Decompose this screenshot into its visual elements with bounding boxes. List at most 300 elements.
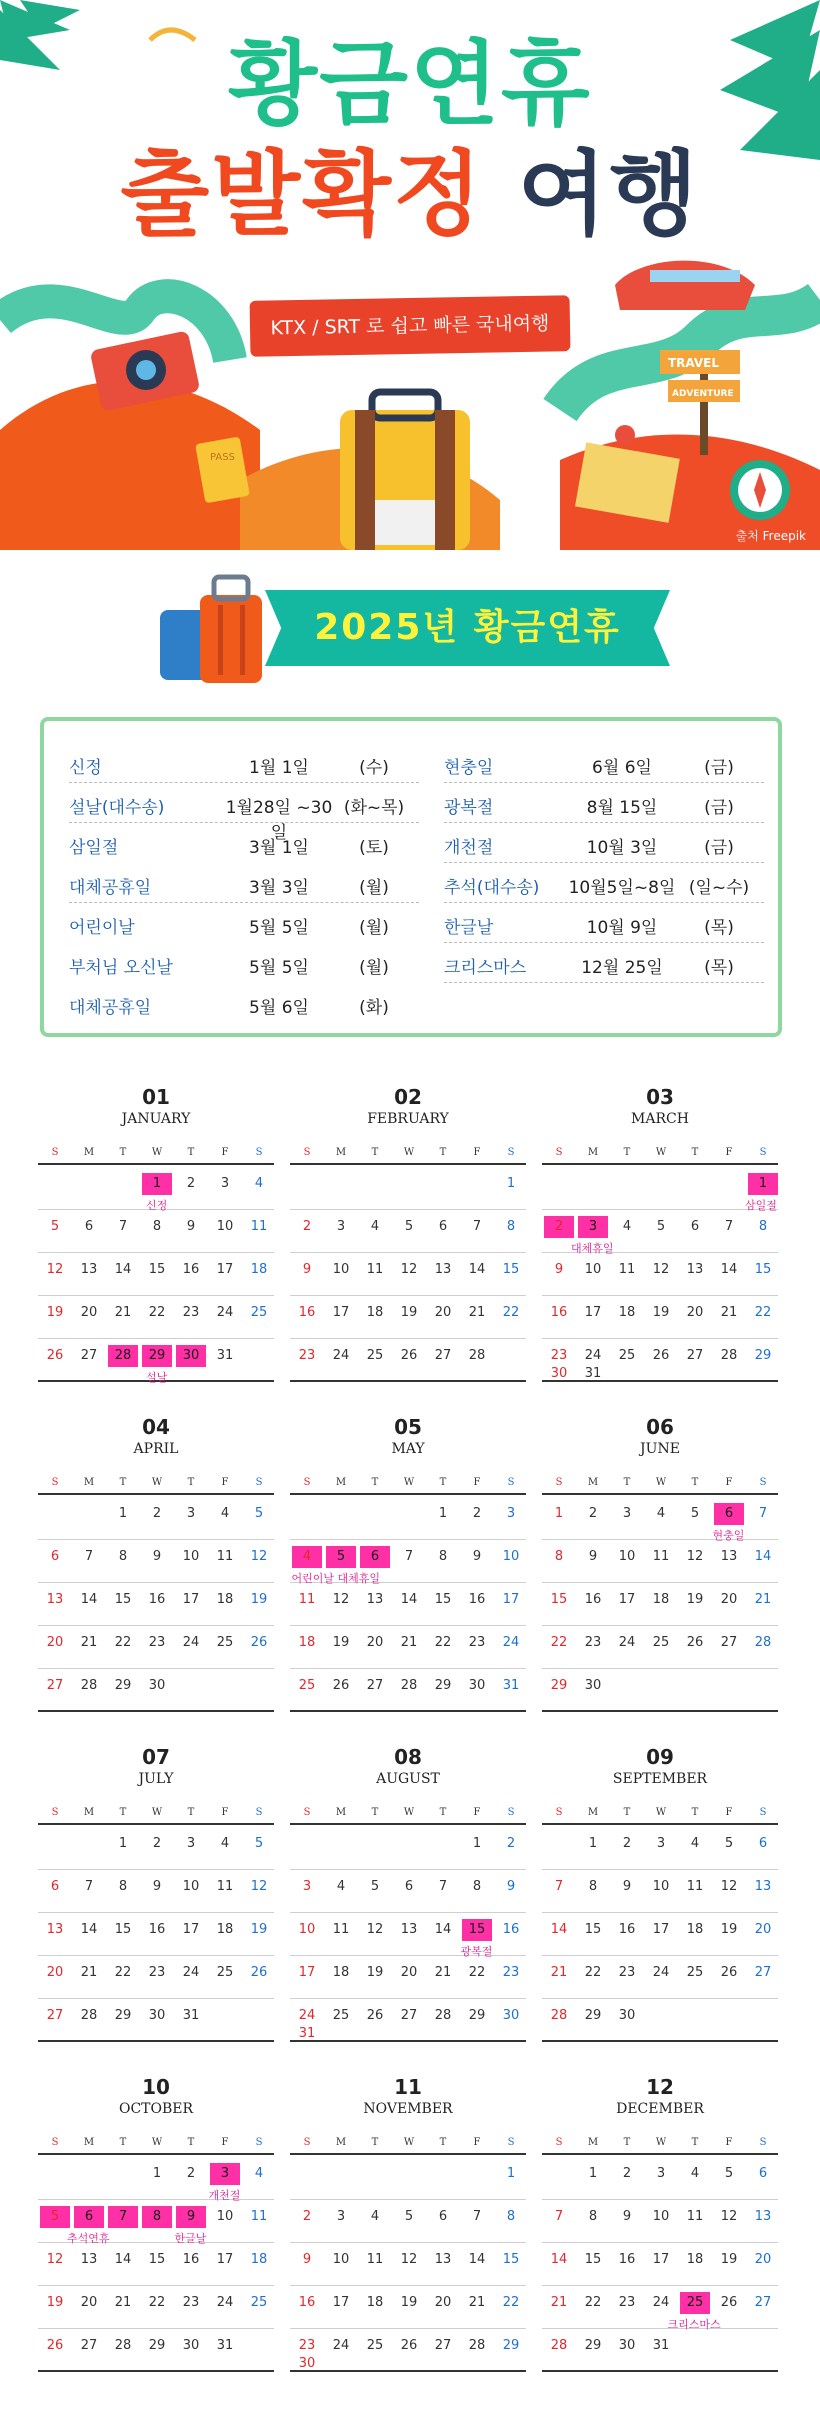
calendar-day: 9 (622, 2209, 632, 2224)
calendar-day: 31 (216, 2338, 234, 2353)
calendar-day: 27 (754, 1965, 772, 1980)
calendar-day: 3 (336, 1219, 346, 1234)
calendar-day: 10 (332, 1262, 350, 1277)
calendar-day: 10 (182, 1549, 200, 1564)
holiday-row (69, 743, 419, 783)
calendar-day: 20 (46, 1965, 64, 1980)
weekday-header (38, 1475, 274, 1495)
calendar-day: 30 (502, 2008, 520, 2023)
weekday-label: S (303, 2137, 311, 2148)
month-number: 12 (646, 2075, 674, 2099)
holiday-day: 5 (40, 2206, 70, 2228)
holiday-weekday: (금) (704, 838, 734, 858)
week-row (290, 1497, 526, 1540)
calendar-day: 12 (720, 2209, 738, 2224)
weekday-label: T (623, 1147, 631, 1158)
calendar-day: 16 (618, 2252, 636, 2267)
holiday-weekday: (금) (704, 758, 734, 778)
weekday-label: S (255, 2137, 263, 2148)
week-row (542, 1999, 778, 2042)
week-row (542, 1956, 778, 1999)
month-name: JANUARY (121, 1111, 191, 1127)
month-name: FEBRUARY (367, 1111, 449, 1127)
calendar-day: 10 (216, 1219, 234, 1234)
weekday-label: S (759, 1477, 767, 1488)
calendar-day: 24 (502, 1635, 520, 1650)
calendar-day: 10 (332, 2252, 350, 2267)
week-row (38, 1167, 274, 1210)
calendar-day: 26 (720, 2295, 738, 2310)
week-row (38, 1497, 274, 1540)
calendar-day: 17 (216, 2252, 234, 2267)
week-row (290, 1583, 526, 1626)
hero-title-part2: 여행 (517, 141, 700, 248)
holiday-row (444, 783, 764, 823)
calendar-day: 4 (370, 2209, 380, 2224)
weekday-label: F (473, 1477, 481, 1488)
holiday-name: 현충일 (444, 758, 494, 778)
calendar-day: 16 (502, 1922, 520, 1937)
calendar-day: 24 (652, 2295, 670, 2310)
calendar-day: 21 (720, 1305, 738, 1320)
calendar-day: 1 (152, 2166, 162, 2181)
calendar-day: 14 (468, 2252, 486, 2267)
train-icon (615, 261, 755, 310)
calendar-day: 5 (254, 1506, 264, 1521)
calendar-day: 23 (298, 1348, 316, 1363)
calendar-day: 19 (366, 1965, 384, 1980)
calendar-day: 16 (550, 1305, 568, 1320)
calendar-day: 10 (298, 1922, 316, 1937)
calendar-day: 11 (298, 1592, 316, 1607)
week-row (38, 1956, 274, 1999)
calendar-day: 12 (46, 1262, 64, 1277)
calendar-day: 19 (652, 1305, 670, 1320)
weekday-label: T (371, 1807, 379, 1818)
holiday-label: 신정 (146, 1199, 168, 1212)
calendar-day: 30 (618, 2008, 636, 2023)
calendar-day: 22 (584, 2295, 602, 2310)
month-number: 01 (142, 1085, 170, 1109)
calendar-day: 24 (652, 1965, 670, 1980)
calendar-day: 13 (434, 1262, 452, 1277)
calendar-day: 29 (468, 2008, 486, 2023)
calendar-day: 26 (400, 1348, 418, 1363)
weekday-label: T (439, 2137, 447, 2148)
calendar-day: 10 (216, 2209, 234, 2224)
weekday-label: W (403, 1807, 415, 1818)
holiday-label: 대체휴일 (571, 1242, 614, 1255)
calendar-day: 4 (622, 1219, 632, 1234)
calendar-day: 2 (152, 1836, 162, 1851)
calendar-day: 18 (686, 2252, 704, 2267)
weekday-label: F (221, 1477, 229, 1488)
week-row (38, 1339, 274, 1382)
calendar-day: 11 (250, 2209, 268, 2224)
month-number: 08 (394, 1745, 422, 1769)
calendar-day: 15 (148, 1262, 166, 1277)
calendar-day: 10 (652, 1879, 670, 1894)
calendar-day: 23 (468, 1635, 486, 1650)
calendar-day: 21 (550, 1965, 568, 1980)
calendar-day: 14 (114, 2252, 132, 2267)
holiday-day: 7 (108, 2206, 138, 2228)
calendar-day: 18 (686, 1922, 704, 1937)
week-row (542, 1827, 778, 1870)
weekday-label: M (335, 1807, 347, 1818)
calendar-day: 21 (400, 1635, 418, 1650)
calendar-day: 24 (584, 1348, 602, 1363)
week-row (38, 1999, 274, 2042)
calendar-day: 20 (80, 1305, 98, 1320)
holiday-weekday: (목) (704, 958, 734, 978)
weekday-label: T (119, 1147, 127, 1158)
weekday-label: S (255, 1477, 263, 1488)
calendar-day: 26 (686, 1635, 704, 1650)
calendar-day: 2 (506, 1836, 516, 1851)
weekday-label: F (221, 2137, 229, 2148)
weekday-label: F (725, 1477, 733, 1488)
calendar-day: 19 (332, 1635, 350, 1650)
weekday-label: S (759, 1807, 767, 1818)
calendar-day: 12 (250, 1549, 268, 1564)
calendar-day: 20 (80, 2295, 98, 2310)
calendar-day: 17 (182, 1592, 200, 1607)
calendar-day: 2 (302, 1219, 312, 1234)
calendar-day: 24 (216, 1305, 234, 1320)
calendar-day: 7 (118, 1219, 128, 1234)
weekday-label: W (655, 1807, 667, 1818)
week-row (38, 1210, 274, 1253)
calendar-day: 20 (434, 2295, 452, 2310)
calendar-day: 26 (366, 2008, 384, 2023)
holiday-label: 한글날 (174, 2232, 207, 2245)
weekday-label: F (473, 1147, 481, 1158)
calendar-day: 4 (690, 1836, 700, 1851)
calendar-day: 20 (754, 1922, 772, 1937)
calendar-day: 6 (438, 2209, 448, 2224)
holiday-day: 4 (292, 1546, 322, 1568)
calendar-day: 2 (622, 1836, 632, 1851)
weekday-label: T (691, 2137, 699, 2148)
calendar-day: 31 (298, 2026, 316, 2041)
calendar-day: 17 (584, 1305, 602, 1320)
holiday-name: 어린이날 (69, 918, 135, 938)
calendar-day: 18 (216, 1922, 234, 1937)
calendar-day: 11 (216, 1879, 234, 1894)
week-row (38, 1913, 274, 1956)
calendar-day: 10 (618, 1549, 636, 1564)
calendar-day: 4 (336, 1879, 346, 1894)
holiday-day: 9 (176, 2206, 206, 2228)
calendar-day: 30 (298, 2356, 316, 2371)
holiday-label: 현충일 (712, 1529, 745, 1542)
holiday-row (69, 783, 419, 843)
calendar-day: 27 (720, 1635, 738, 1650)
calendar-day: 14 (754, 1549, 772, 1564)
calendar-day: 18 (366, 2295, 384, 2310)
holiday-row (69, 903, 419, 943)
week-row (38, 2329, 274, 2372)
month-calendar (290, 2075, 526, 2395)
holiday-day: 3 (578, 1216, 608, 1238)
month-number: 07 (142, 1745, 170, 1769)
calendar-day: 12 (332, 1592, 350, 1607)
calendar-day: 17 (216, 1262, 234, 1277)
calendar-day: 6 (50, 1879, 60, 1894)
calendar-day: 22 (148, 2295, 166, 2310)
calendar-day: 3 (186, 1506, 196, 1521)
calendar-day: 4 (220, 1836, 230, 1851)
calendar-day: 30 (148, 1678, 166, 1693)
calendar-day: 25 (332, 2008, 350, 2023)
calendar-day: 20 (754, 2252, 772, 2267)
month-name: DECEMBER (616, 2101, 704, 2117)
weekday-label: S (51, 1807, 59, 1818)
calendar-day: 3 (656, 1836, 666, 1851)
weekday-label: S (51, 1477, 59, 1488)
weekday-label: T (439, 1147, 447, 1158)
holiday-weekday: (화) (359, 998, 389, 1018)
holiday-day: 29 (142, 1345, 172, 1367)
calendar-day: 29 (502, 2338, 520, 2353)
calendar-day: 8 (438, 1549, 448, 1564)
calendar-day: 12 (686, 1549, 704, 1564)
calendar-day: 2 (472, 1506, 482, 1521)
image-credit: 출처 Freepik (735, 529, 806, 543)
calendar-day: 8 (588, 2209, 598, 2224)
holiday-row (69, 983, 419, 1023)
week-row (542, 1167, 778, 1210)
weekday-label: W (151, 1147, 163, 1158)
holiday-name: 광복절 (444, 798, 494, 818)
weekday-label: F (221, 1807, 229, 1818)
calendar-day: 29 (114, 2008, 132, 2023)
calendar-day: 23 (502, 1965, 520, 1980)
calendar-day: 9 (302, 2252, 312, 2267)
holiday-weekday: (일~수) (688, 878, 750, 898)
calendar-day: 27 (754, 2295, 772, 2310)
holiday-weekday: (화~목) (343, 798, 405, 818)
weekday-label: W (655, 1147, 667, 1158)
holiday-name: 삼일절 (69, 838, 119, 858)
holiday-weekday: (월) (359, 918, 389, 938)
calendar-day: 9 (472, 1549, 482, 1564)
calendar-day: 5 (370, 1879, 380, 1894)
holiday-weekday: (월) (359, 878, 389, 898)
holiday-date: 1월28일 ~30일 (225, 798, 333, 843)
calendar-day: 10 (584, 1262, 602, 1277)
holiday-day: 15 (462, 1919, 492, 1941)
calendar-day: 3 (656, 2166, 666, 2181)
calendar-day: 6 (84, 1219, 94, 1234)
calendar-day: 18 (250, 1262, 268, 1277)
holiday-name: 신정 (69, 758, 102, 778)
weekday-label: T (119, 1477, 127, 1488)
calendar-day: 30 (148, 2008, 166, 2023)
calendar-day: 22 (148, 1305, 166, 1320)
calendar-day: 12 (400, 2252, 418, 2267)
calendar-day: 30 (468, 1678, 486, 1693)
weekday-header (542, 2135, 778, 2155)
calendar-day: 11 (216, 1549, 234, 1564)
calendar-day: 27 (46, 2008, 64, 2023)
calendar-day: 9 (506, 1879, 516, 1894)
holiday-day: 5 (326, 1546, 356, 1568)
calendar-day: 11 (618, 1262, 636, 1277)
calendar-day: 6 (758, 1836, 768, 1851)
calendar-day: 13 (754, 2209, 772, 2224)
week-row (290, 1167, 526, 1210)
weekday-label: S (555, 1477, 563, 1488)
month-name: AUGUST (376, 1771, 440, 1787)
calendar-day: 21 (114, 2295, 132, 2310)
month-calendar (38, 1745, 274, 2065)
calendar-day: 8 (152, 1219, 162, 1234)
week-row (38, 1296, 274, 1339)
svg-text:PASS: PASS (210, 452, 235, 463)
holiday-day: 30 (176, 1345, 206, 1367)
holiday-row (444, 743, 764, 783)
week-row (290, 1253, 526, 1296)
calendar-day: 9 (554, 1262, 564, 1277)
calendar-day: 22 (550, 1635, 568, 1650)
holiday-date: 3월 1일 (249, 838, 309, 858)
calendar-day: 20 (366, 1635, 384, 1650)
holiday-date: 5월 6일 (249, 998, 309, 1018)
calendar-day: 2 (186, 2166, 196, 2181)
calendar-day: 28 (114, 2338, 132, 2353)
calendar-day: 22 (434, 1635, 452, 1650)
calendar-day: 14 (400, 1592, 418, 1607)
weekday-label: S (51, 2137, 59, 2148)
calendar-day: 9 (152, 1879, 162, 1894)
month-calendar (542, 2075, 778, 2395)
section-title: 2025년 황금연휴 (314, 607, 621, 648)
calendar-day: 16 (468, 1592, 486, 1607)
holiday-list (40, 717, 782, 1037)
calendar-day: 9 (186, 1219, 196, 1234)
calendar-day: 17 (298, 1965, 316, 1980)
calendar-day: 25 (686, 1965, 704, 1980)
week-row (290, 2200, 526, 2243)
month-name: JUNE (640, 1441, 680, 1457)
holiday-day: 6 (360, 1546, 390, 1568)
calendar-day: 17 (332, 2295, 350, 2310)
holiday-label: 삼일절 (745, 1199, 777, 1212)
week-row (38, 2200, 274, 2243)
hero-title-line2 (0, 140, 820, 250)
calendar-day: 16 (182, 2252, 200, 2267)
calendar-day: 5 (50, 1219, 60, 1234)
week-row (542, 1913, 778, 1956)
calendar-day: 16 (148, 1922, 166, 1937)
calendar-day: 12 (720, 1879, 738, 1894)
calendar-day: 11 (686, 1879, 704, 1894)
week-row (542, 1669, 778, 1712)
calendar-day: 20 (46, 1635, 64, 1650)
calendar-day: 18 (366, 1305, 384, 1320)
calendar-day: 29 (550, 1678, 568, 1693)
calendar-day: 1 (472, 1836, 482, 1851)
holiday-date: 10월5일~8일 (568, 878, 676, 898)
week-row (542, 1210, 778, 1253)
week-row (38, 1540, 274, 1583)
calendar-day: 8 (118, 1549, 128, 1564)
weekday-header (542, 1475, 778, 1495)
calendar-day: 31 (216, 1348, 234, 1363)
calendar-day: 21 (80, 1635, 98, 1650)
calendar-day: 10 (182, 1879, 200, 1894)
calendar-day: 26 (652, 1348, 670, 1363)
calendar-day: 13 (366, 1592, 384, 1607)
calendar-day: 18 (216, 1592, 234, 1607)
calendar-day: 17 (182, 1922, 200, 1937)
week-row (542, 1253, 778, 1296)
calendar-day: 26 (720, 1965, 738, 1980)
calendar-day: 25 (250, 1305, 268, 1320)
calendar-day: 11 (366, 2252, 384, 2267)
weekday-label: T (691, 1477, 699, 1488)
calendar-day: 29 (434, 1678, 452, 1693)
calendar-day: 3 (622, 1506, 632, 1521)
calendar-day: 18 (250, 2252, 268, 2267)
weekday-label: F (725, 1807, 733, 1818)
calendar-day: 30 (550, 1366, 568, 1381)
calendar-day: 4 (220, 1506, 230, 1521)
weekday-header (542, 1145, 778, 1165)
hero-banner (0, 0, 820, 550)
holiday-date: 10월 9일 (586, 918, 658, 938)
calendar-day: 23 (550, 1348, 568, 1363)
week-row (290, 1956, 526, 1999)
weekday-header (290, 1475, 526, 1495)
calendar-day: 14 (550, 1922, 568, 1937)
calendar-day: 21 (550, 2295, 568, 2310)
holiday-label: 크리스마스 (667, 2318, 721, 2331)
calendar-day: 3 (302, 1879, 312, 1894)
compass-icon (730, 460, 790, 520)
calendar-day: 25 (298, 1678, 316, 1693)
calendar-day: 13 (46, 1922, 64, 1937)
week-row (38, 1827, 274, 1870)
calendar-day: 11 (366, 1262, 384, 1277)
holiday-name: 설날(대수송) (69, 798, 165, 818)
calendar-day: 5 (254, 1836, 264, 1851)
calendar-day: 2 (186, 1176, 196, 1191)
calendar-day: 5 (690, 1506, 700, 1521)
calendar-day: 8 (506, 1219, 516, 1234)
calendar-day: 14 (434, 1922, 452, 1937)
calendar-day: 30 (182, 2338, 200, 2353)
month-name: OCTOBER (118, 2101, 194, 2117)
weekday-label: M (83, 1147, 95, 1158)
weekday-label: M (587, 1147, 599, 1158)
calendar-day: 28 (80, 1678, 98, 1693)
week-row (290, 1540, 526, 1583)
calendar-day: 28 (550, 2338, 568, 2353)
month-number: 09 (646, 1745, 674, 1769)
holiday-day: 8 (142, 2206, 172, 2228)
weekday-label: F (473, 1807, 481, 1818)
holiday-date: 5월 5일 (249, 918, 309, 938)
calendar-day: 19 (720, 2252, 738, 2267)
week-row (38, 2286, 274, 2329)
weekday-label: S (255, 1807, 263, 1818)
calendar-day: 18 (652, 1592, 670, 1607)
weekday-label: M (587, 1477, 599, 1488)
weekday-label: T (119, 2137, 127, 2148)
